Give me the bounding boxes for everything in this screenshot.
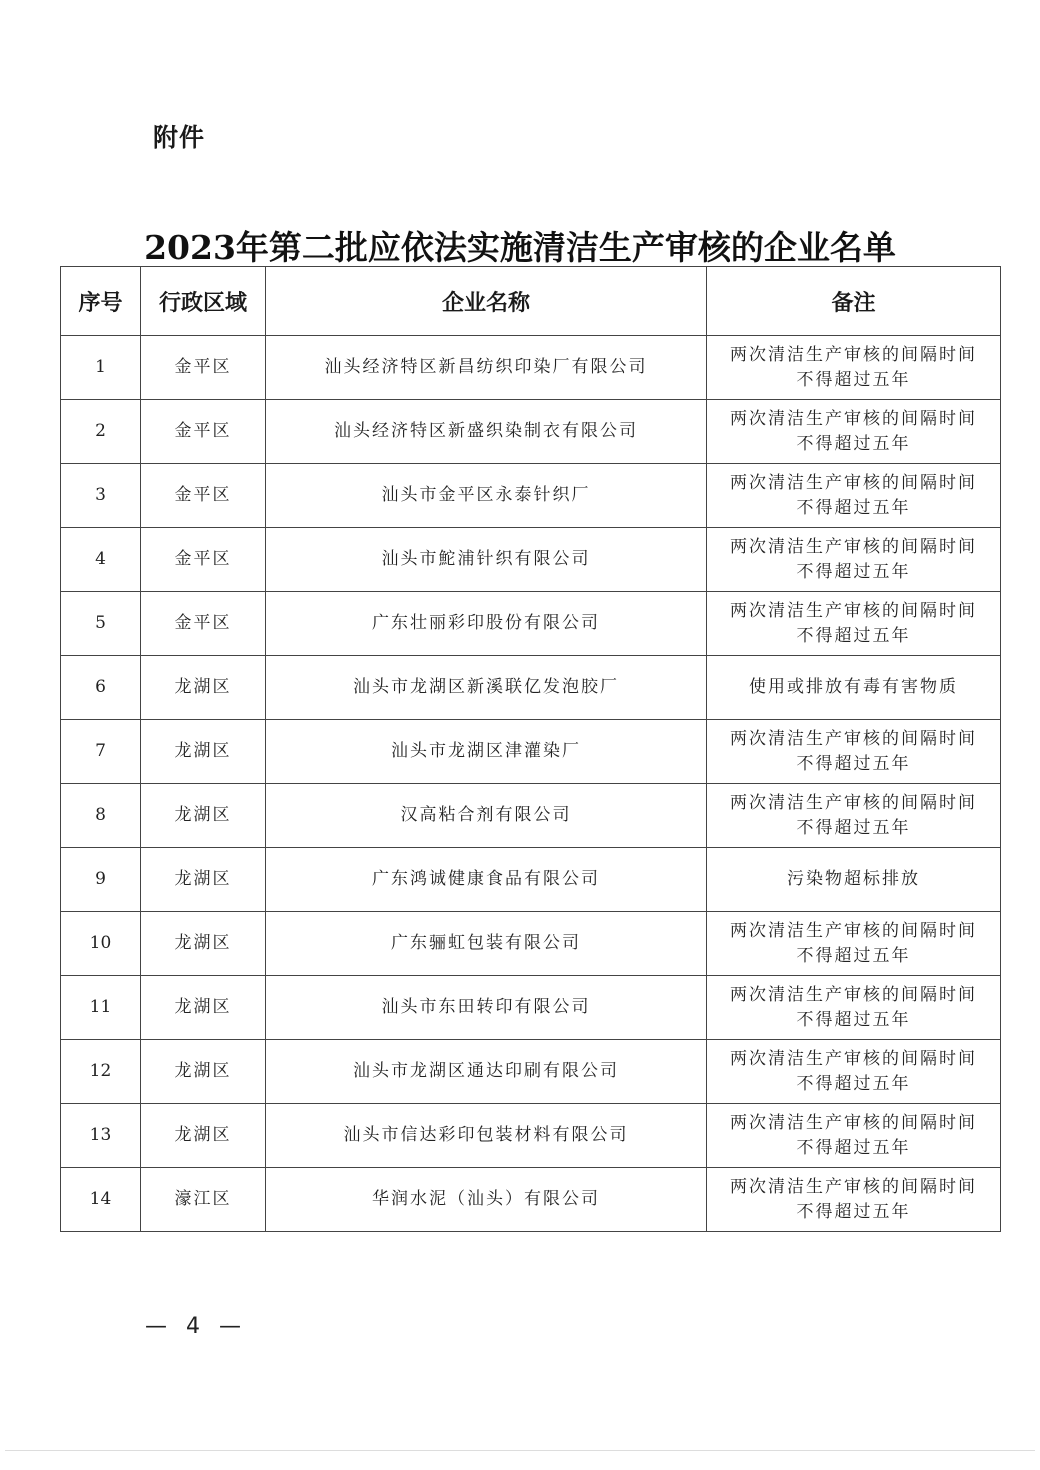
row-region: 金平区 (141, 464, 266, 528)
row-company: 广东鸿诚健康食品有限公司 (266, 848, 707, 912)
header-no: 序号 (61, 267, 141, 336)
document-title: 2023年第二批应依法实施清洁生产审核的企业名单 (144, 228, 896, 267)
table-row (61, 784, 1001, 848)
note-line-2: 不得超过五年 (796, 1073, 911, 1094)
row-region: 金平区 (141, 592, 266, 656)
row-no: 1 (61, 336, 141, 400)
row-company: 汕头经济特区新昌纺织印染厂有限公司 (266, 336, 707, 400)
row-company: 汕头市金平区永泰针织厂 (266, 464, 707, 528)
table-row (61, 976, 1001, 1040)
note-line-1: 两次清洁生产审核的间隔时间 (730, 344, 977, 365)
note-line-1: 两次清洁生产审核的间隔时间 (730, 600, 977, 621)
row-note (707, 528, 1001, 592)
note-line-2: 不得超过五年 (796, 1201, 911, 1222)
table-row (61, 1040, 1001, 1104)
row-no: 4 (61, 528, 141, 592)
row-company: 汉高粘合剂有限公司 (266, 784, 707, 848)
row-note (707, 464, 1001, 528)
note-line-2: 不得超过五年 (796, 1137, 911, 1158)
row-region: 龙湖区 (141, 1040, 266, 1104)
row-region: 龙湖区 (141, 1104, 266, 1168)
note-line-1: 两次清洁生产审核的间隔时间 (730, 984, 977, 1005)
note-line-2: 不得超过五年 (796, 1009, 911, 1030)
note-line-1: 两次清洁生产审核的间隔时间 (730, 1176, 977, 1197)
row-note (707, 1040, 1001, 1104)
table-row (61, 656, 1001, 720)
row-note (707, 336, 1001, 400)
table-row (61, 848, 1001, 912)
row-note (707, 912, 1001, 976)
row-company: 华润水泥（汕头）有限公司 (266, 1168, 707, 1232)
table-row (61, 720, 1001, 784)
row-no: 11 (61, 976, 141, 1040)
row-no: 13 (61, 1104, 141, 1168)
note-line-2: 不得超过五年 (796, 497, 911, 518)
row-company: 汕头市龙湖区通达印刷有限公司 (266, 1040, 707, 1104)
row-region: 龙湖区 (141, 976, 266, 1040)
row-region: 金平区 (141, 336, 266, 400)
row-region: 龙湖区 (141, 656, 266, 720)
row-note (707, 784, 1001, 848)
row-company: 汕头市东田转印有限公司 (266, 976, 707, 1040)
note-line-1: 两次清洁生产审核的间隔时间 (730, 920, 977, 941)
row-no: 8 (61, 784, 141, 848)
row-company: 汕头市鮀浦针织有限公司 (266, 528, 707, 592)
row-no: 7 (61, 720, 141, 784)
table-row (61, 528, 1001, 592)
row-region: 金平区 (141, 400, 266, 464)
row-no: 5 (61, 592, 141, 656)
row-company: 广东壮丽彩印股份有限公司 (266, 592, 707, 656)
row-company: 汕头市龙湖区新溪联亿发泡胶厂 (266, 656, 707, 720)
row-company: 汕头市龙湖区津灌染厂 (266, 720, 707, 784)
note-line-2: 不得超过五年 (796, 561, 911, 582)
note-line-2: 不得超过五年 (796, 433, 911, 454)
note-line-1: 两次清洁生产审核的间隔时间 (730, 1112, 977, 1133)
note-line-1: 两次清洁生产审核的间隔时间 (730, 536, 977, 557)
header-company: 企业名称 (266, 267, 707, 336)
row-note (707, 1104, 1001, 1168)
row-no: 10 (61, 912, 141, 976)
table-header-row (61, 267, 1001, 336)
page-number: — 4 — (145, 1314, 247, 1339)
note-line-1: 两次清洁生产审核的间隔时间 (730, 472, 977, 493)
row-note (707, 976, 1001, 1040)
row-region: 濠江区 (141, 1168, 266, 1232)
row-note (707, 592, 1001, 656)
row-no: 12 (61, 1040, 141, 1104)
table-row (61, 592, 1001, 656)
note-line-2: 不得超过五年 (796, 817, 911, 838)
row-company: 汕头市信达彩印包装材料有限公司 (266, 1104, 707, 1168)
row-region: 龙湖区 (141, 720, 266, 784)
note-line-1: 两次清洁生产审核的间隔时间 (730, 1048, 977, 1069)
row-note (707, 848, 1001, 912)
row-no: 3 (61, 464, 141, 528)
table-row (61, 400, 1001, 464)
table-row (61, 1104, 1001, 1168)
note-line-1: 两次清洁生产审核的间隔时间 (730, 728, 977, 749)
company-list-table (60, 266, 1001, 1232)
note-line-2: 不得超过五年 (796, 625, 911, 646)
row-no: 6 (61, 656, 141, 720)
row-region: 龙湖区 (141, 784, 266, 848)
row-note (707, 1168, 1001, 1232)
row-company: 广东骊虹包装有限公司 (266, 912, 707, 976)
header-note: 备注 (707, 267, 1001, 336)
note-line-2: 不得超过五年 (796, 945, 911, 966)
note-line-2: 不得超过五年 (796, 369, 911, 390)
header-region: 行政区域 (141, 267, 266, 336)
row-region: 龙湖区 (141, 848, 266, 912)
row-region: 金平区 (141, 528, 266, 592)
note-line-1: 使用或排放有毒有害物质 (749, 677, 958, 697)
row-note (707, 720, 1001, 784)
page-edge-divider (5, 1450, 1035, 1451)
table-row (61, 1168, 1001, 1232)
note-line-1: 两次清洁生产审核的间隔时间 (730, 408, 977, 429)
table-row (61, 464, 1001, 528)
row-note (707, 656, 1001, 720)
row-no: 2 (61, 400, 141, 464)
row-company: 汕头经济特区新盛织染制衣有限公司 (266, 400, 707, 464)
attachment-label: 附件 (153, 123, 206, 152)
row-no: 9 (61, 848, 141, 912)
note-line-1: 污染物超标排放 (787, 869, 920, 889)
table-row (61, 912, 1001, 976)
row-region: 龙湖区 (141, 912, 266, 976)
table-row (61, 336, 1001, 400)
note-line-1: 两次清洁生产审核的间隔时间 (730, 792, 977, 813)
row-note (707, 400, 1001, 464)
row-no: 14 (61, 1168, 141, 1232)
note-line-2: 不得超过五年 (796, 753, 911, 774)
